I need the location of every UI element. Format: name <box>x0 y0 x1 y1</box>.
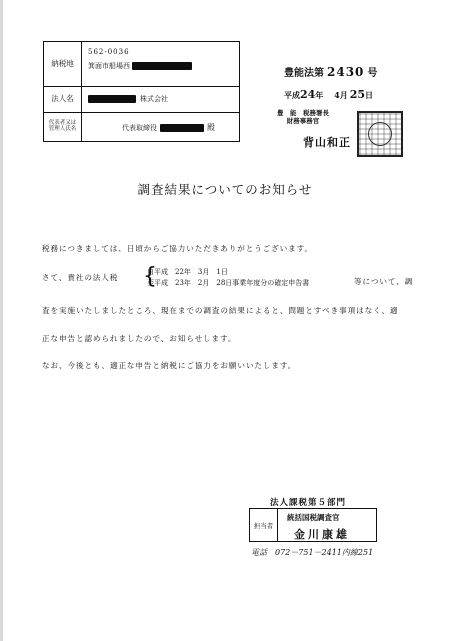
postal-code: 562-0036 <box>88 48 130 56</box>
contact-name: 金川康雄 <box>294 528 350 541</box>
body-paragraph-3: 査を実施いたしましたところ、現在までの調査の結果によると、問題とすべき事項はなく、適 <box>42 306 399 315</box>
redaction-block <box>132 62 192 70</box>
contact-stamp <box>249 508 377 542</box>
document-number <box>284 64 377 79</box>
date-day-unit: 日 <box>365 90 373 100</box>
official-seal <box>357 111 403 157</box>
contact-label: 担当者 <box>250 509 278 541</box>
date-month-unit: 月 <box>339 90 348 100</box>
body-paragraph-4: 正な申告と認められましたので、お知らせします。 <box>42 334 237 343</box>
date-year: 24 <box>300 88 316 101</box>
address-box <box>43 41 240 142</box>
department-label: 法人課税第５部門 <box>270 498 347 508</box>
date-day: 25 <box>349 88 365 101</box>
date-year-unit: 年 <box>315 90 324 100</box>
scan-edge <box>0 0 3 641</box>
body-paragraph-2-end: 等について、調 <box>354 277 414 286</box>
corp-label: 法人名 <box>44 86 82 112</box>
corp-suffix: 株式会社 <box>140 95 168 103</box>
docno-number: 2430 <box>327 65 365 79</box>
date-era: 平成 <box>284 90 300 100</box>
body-paragraph-5: なお、今後とも、適正な申告と納税にご協力をお願いいたします。 <box>42 361 297 370</box>
rep-line <box>122 122 215 133</box>
issuer-title-line1: 豊 能 税務署長 <box>277 109 329 117</box>
rep-honorific: 殿 <box>207 123 215 132</box>
date-month: 4 <box>334 90 340 100</box>
rep-title: 代表取締役 <box>122 124 157 132</box>
document-date <box>284 88 373 101</box>
address-label: 納税地 <box>44 42 82 86</box>
issuer-title-line2: 財務事務官 <box>286 117 320 126</box>
address-line <box>88 61 192 71</box>
seal-center <box>368 122 392 146</box>
docno-prefix: 豊能法第 <box>284 68 324 79</box>
phone-number: 電話 072－751－2411内線251 <box>251 548 374 557</box>
contact-position: 統括国税調査官 <box>287 513 340 522</box>
redaction-block <box>88 95 136 103</box>
corp-name-line <box>88 94 168 104</box>
period-from: 自平成 22年 3月 1日 <box>147 268 228 276</box>
document-title: 調査結果についてのお知らせ <box>137 182 313 197</box>
redaction-block <box>160 124 204 132</box>
rep-label: 代表者又は 管理人氏名 <box>44 112 82 141</box>
body-paragraph-2-start: さて、貴社の法人税 <box>42 273 119 282</box>
body-paragraph-1: 税務につきましては、日頃からご協力いただきありがとうございます。 <box>42 244 314 253</box>
period-bracket: { <box>143 264 157 289</box>
period-block <box>147 267 309 289</box>
period-to: 至平成 23年 2月 28日事業年度分の確定申告書 <box>147 279 310 287</box>
docno-suffix: 号 <box>367 68 378 79</box>
issuer-title <box>277 109 329 125</box>
issuer-name: 背山和正 <box>303 136 351 149</box>
address-text: 箕面市船場西 <box>88 62 130 70</box>
